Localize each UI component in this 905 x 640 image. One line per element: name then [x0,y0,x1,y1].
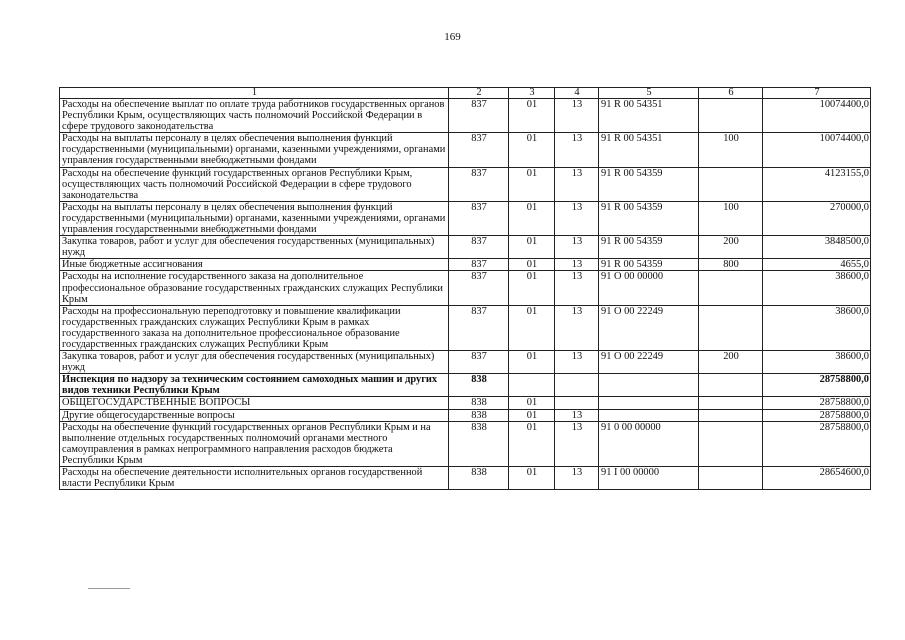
row-name-cell: Другие общегосударственные вопросы [60,409,449,421]
table-row [60,201,871,235]
amount-cell: 28758800,0 [763,374,871,397]
expense-type-cell [699,421,763,466]
table-row [60,374,871,397]
table-row [60,305,871,350]
table-row [60,351,871,374]
table-row [60,467,871,490]
header-cell: 2 [449,88,509,99]
subsection-cell: 13 [555,133,599,167]
table-row [60,397,871,409]
subsection-cell: 13 [555,99,599,133]
amount-cell: 28758800,0 [763,409,871,421]
subsection-cell: 13 [555,421,599,466]
target-article-cell: 91 R 00 54351 [599,99,699,133]
page-number: 169 [444,31,461,43]
row-name-cell: Расходы на выплаты персоналу в целях обеспечения выполнения функций государственными (муниципальными) органами, казенными учреждениями, органами управления государственными внебюджетными фондами [60,133,449,167]
expense-type-cell: 800 [699,259,763,271]
expense-type-cell [699,271,763,305]
target-article-cell: 91 O 00 00000 [599,271,699,305]
row-name-cell: Расходы на обеспечение выплат по оплате труда работников государственных органов Республики Крым, осуществляющих часть полномочий Российской Федерации в сфере трудового законодательства [60,99,449,133]
target-article-cell [599,397,699,409]
amount-cell: 28758800,0 [763,397,871,409]
subsection-cell: 13 [555,201,599,235]
table-row [60,409,871,421]
subsection-cell: 13 [555,409,599,421]
amount-cell: 38600,0 [763,351,871,374]
section-cell: 01 [509,99,555,133]
row-name-cell: Закупка товаров, работ и услуг для обеспечения государственных (муниципальных) нужд [60,351,449,374]
ministry-code-cell: 837 [449,259,509,271]
amount-cell: 4123155,0 [763,167,871,201]
ministry-code-cell: 838 [449,374,509,397]
header-cell: 6 [699,88,763,99]
section-cell: 01 [509,236,555,259]
amount-cell: 38600,0 [763,305,871,350]
section-cell: 01 [509,421,555,466]
subsection-cell: 13 [555,259,599,271]
expense-type-cell [699,305,763,350]
amount-cell: 4655,0 [763,259,871,271]
section-cell: 01 [509,259,555,271]
section-cell: 01 [509,409,555,421]
ministry-code-cell: 837 [449,133,509,167]
subsection-cell: 13 [555,236,599,259]
section-cell: 01 [509,201,555,235]
header-cell: 3 [509,88,555,99]
ministry-code-cell: 837 [449,167,509,201]
expense-type-cell [699,99,763,133]
budget-table [59,87,871,490]
amount-cell: 28758800,0 [763,421,871,466]
target-article-cell: 91 R 00 54359 [599,259,699,271]
amount-cell: 10074400,0 [763,99,871,133]
expense-type-cell: 200 [699,236,763,259]
section-cell: 01 [509,305,555,350]
target-article-cell: 91 R 00 54351 [599,133,699,167]
target-article-cell: 91 O 00 22249 [599,305,699,350]
expense-type-cell: 100 [699,201,763,235]
amount-cell: 270000,0 [763,201,871,235]
ministry-code-cell: 837 [449,271,509,305]
header-cell: 7 [763,88,871,99]
subsection-cell: 13 [555,305,599,350]
target-article-cell [599,409,699,421]
subsection-cell [555,397,599,409]
budget-table-body [60,88,871,490]
section-cell: 01 [509,467,555,490]
row-name-cell: Расходы на обеспечение деятельности исполнительных органов государственной власти Республики Крым [60,467,449,490]
expense-type-cell [699,397,763,409]
ministry-code-cell: 838 [449,409,509,421]
target-article-cell: 91 0 00 00000 [599,421,699,466]
subsection-cell [555,374,599,397]
target-article-cell: 91 I 00 00000 [599,467,699,490]
amount-cell: 10074400,0 [763,133,871,167]
ministry-code-cell: 837 [449,99,509,133]
expense-type-cell [699,167,763,201]
expense-type-cell [699,467,763,490]
ministry-code-cell: 838 [449,421,509,466]
ministry-code-cell: 837 [449,236,509,259]
target-article-cell: 91 R 00 54359 [599,167,699,201]
row-name-cell: Расходы на профессиональную переподготовку и повышение квалификации государственных гражданских служащих Республики Крым в рамках государственного заказа на дополнительное профессиональное образование государственных гражданских служащих Республики Крым [60,305,449,350]
ministry-code-cell: 837 [449,201,509,235]
row-name-cell: Иные бюджетные ассигнования [60,259,449,271]
ministry-code-cell: 837 [449,305,509,350]
expense-type-cell [699,374,763,397]
target-article-cell: 91 R 00 54359 [599,236,699,259]
row-name-cell: Расходы на выплаты персоналу в целях обеспечения выполнения функций государственными (муниципальными) органами, казенными учреждениями, органами управления государственными внебюджетными фондами [60,201,449,235]
table-row [60,421,871,466]
row-name-cell: Инспекция по надзору за техническим состоянием самоходных машин и других видов техники Республики Крым [60,374,449,397]
table-row [60,236,871,259]
expense-type-cell [699,409,763,421]
target-article-cell: 91 R 00 54359 [599,201,699,235]
scan-mark [88,588,130,589]
row-name-cell: ОБЩЕГОСУДАРСТВЕННЫЕ ВОПРОСЫ [60,397,449,409]
table-header-row [60,88,871,99]
subsection-cell: 13 [555,467,599,490]
header-cell: 1 [60,88,449,99]
row-name-cell: Расходы на обеспечение функций государственных органов Республики Крым и на выполнение отдельных государственных полномочий органами местного самоуправления в рамках непрограммного направления расходов бюджета Республики Крым [60,421,449,466]
target-article-cell: 91 O 00 22249 [599,351,699,374]
expense-type-cell: 200 [699,351,763,374]
section-cell [509,374,555,397]
subsection-cell: 13 [555,351,599,374]
ministry-code-cell: 838 [449,467,509,490]
section-cell: 01 [509,397,555,409]
table-row [60,271,871,305]
section-cell: 01 [509,167,555,201]
table-row [60,99,871,133]
ministry-code-cell: 837 [449,351,509,374]
expense-type-cell: 100 [699,133,763,167]
amount-cell: 28654600,0 [763,467,871,490]
ministry-code-cell: 838 [449,397,509,409]
header-cell: 4 [555,88,599,99]
row-name-cell: Расходы на обеспечение функций государственных органов Республики Крым, осуществляющих часть полномочий Российской Федерации в сфере трудового законодательства [60,167,449,201]
row-name-cell: Расходы на исполнение государственного заказа на дополнительное профессиональное образование государственных гражданских служащих Республики Крым [60,271,449,305]
section-cell: 01 [509,133,555,167]
subsection-cell: 13 [555,167,599,201]
target-article-cell [599,374,699,397]
amount-cell: 3848500,0 [763,236,871,259]
row-name-cell: Закупка товаров, работ и услуг для обеспечения государственных (муниципальных) нужд [60,236,449,259]
amount-cell: 38600,0 [763,271,871,305]
table-row [60,259,871,271]
section-cell: 01 [509,351,555,374]
header-cell: 5 [599,88,699,99]
table-row [60,133,871,167]
section-cell: 01 [509,271,555,305]
subsection-cell: 13 [555,271,599,305]
table-row [60,167,871,201]
